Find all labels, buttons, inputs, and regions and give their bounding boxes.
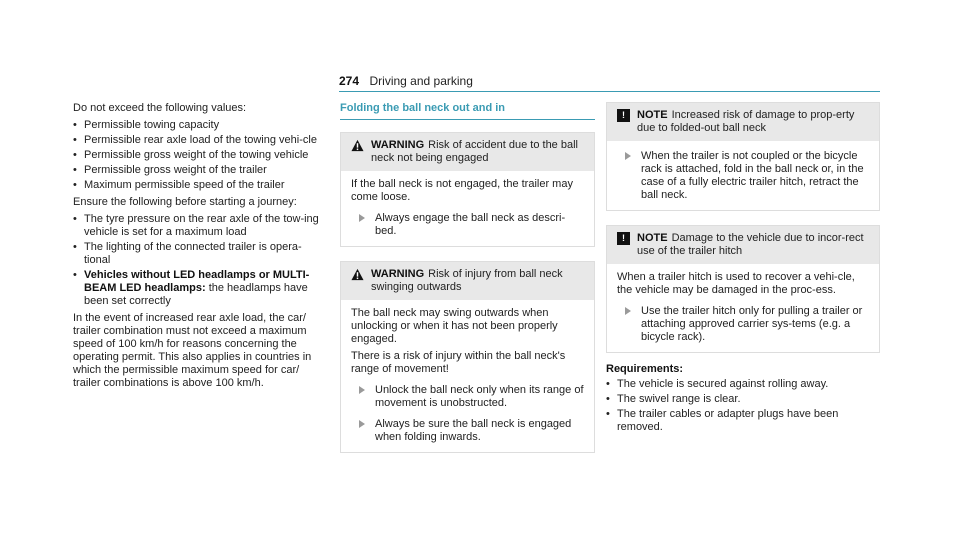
list-item: • The tyre pressure on the rear axle of the tow-ing vehicle is set for a maximum load [73, 213, 319, 238]
warning-triangle-icon [351, 139, 364, 152]
bullet-icon: • [73, 241, 77, 253]
limits-list [73, 119, 323, 192]
step-item: Always engage the ball neck as descri-bed. [351, 212, 584, 238]
note-body [607, 264, 879, 352]
note-keyword: NOTE [637, 232, 668, 244]
step-item: Always be sure the ball neck is engaged when folding inwards. [351, 418, 584, 444]
note-box-vehicle [606, 225, 880, 353]
list-item: • Vehicles without LED headlamps or MULTI-BEAM LED headlamps: the headlamps have been set correctly [73, 269, 310, 307]
warning-box-injury [340, 261, 595, 453]
bullet-icon: • [606, 393, 610, 405]
note-heading: Damage to the vehicle due to incor-rect use of the trailer hitch [637, 232, 864, 257]
page-number: 274 [339, 74, 360, 88]
list-item: • Maximum permissible speed of the trailer [73, 179, 285, 191]
step-item: Unlock the ball neck only when its range of movement is unobstructed. [351, 384, 584, 410]
note-body [607, 141, 879, 210]
closing-paragraph: In the event of increased rear axle load, the car/ trailer combination must not exceed a maximum speed of 100 km/h for reasons concerning the operating permit. This also applies in countries in which the permissible maximum speed for car/ trailer combinations is above 100 km/h. [73, 312, 312, 389]
header-rule [339, 91, 880, 92]
list-item: • The swivel range is clear. [606, 393, 741, 405]
bullet-icon: • [606, 408, 610, 420]
limits-intro: Do not exceed the following values: [73, 102, 247, 114]
arrow-right-icon [625, 152, 631, 160]
note-box-property [606, 102, 880, 211]
bullet-icon: • [73, 119, 77, 131]
bullet-icon: • [73, 164, 77, 176]
requirements-list [606, 378, 880, 434]
bullet-icon: • [73, 149, 77, 161]
warning-body [341, 300, 594, 452]
warning-header [341, 133, 594, 171]
arrow-right-icon [359, 386, 365, 394]
note-heading: Increased risk of damage to prop-erty due to folded-out ball neck [637, 109, 855, 134]
ensure-intro: Ensure the following before starting a journey: [73, 196, 297, 208]
step-item: When the trailer is not coupled or the bicycle rack is attached, fold in the ball neck or, in the case of a fully electric trailer hitch, retract the ball neck. [617, 150, 869, 202]
bullet-icon: • [73, 179, 77, 191]
list-item: • The vehicle is secured against rolling away. [606, 378, 829, 390]
warning-heading: Risk of injury from ball neck swinging outwards [371, 268, 563, 293]
bullet-icon: • [73, 134, 77, 146]
warning-triangle-icon [351, 268, 364, 281]
list-item: • Permissible gross weight of the trailer [73, 164, 267, 176]
checks-list [73, 213, 323, 308]
bullet-icon: • [73, 269, 77, 281]
warning-text: The ball neck may swing outwards when unlocking or when it has not been properly engaged. [351, 307, 558, 345]
warning-text: If the ball neck is not engaged, the trailer may come loose. [351, 178, 573, 203]
note-exclamation-icon: ! [617, 232, 630, 245]
warning-header [341, 262, 594, 300]
bullet-icon: • [73, 213, 77, 225]
warning-keyword: WARNING [371, 268, 425, 280]
list-item: • Permissible gross weight of the towing vehicle [73, 149, 309, 161]
bullet-icon: • [606, 378, 610, 390]
note-header [607, 226, 879, 264]
warning-box-accident [340, 132, 595, 247]
list-item: • Permissible towing capacity [73, 119, 220, 131]
note-text: When a trailer hitch is used to recover a vehi-cle, the vehicle may be damaged in the proc-ess. [617, 271, 855, 296]
section-title: Folding the ball neck out and in [340, 102, 595, 120]
note-keyword: NOTE [637, 109, 668, 121]
warning-heading: Risk of accident due to the ball neck not being engaged [371, 139, 578, 164]
list-item: • Permissible rear axle load of the towing vehi-cle [73, 134, 317, 146]
column-right [606, 102, 880, 438]
warning-body [341, 171, 594, 246]
list-item: • The trailer cables or adapter plugs have been removed. [606, 408, 839, 433]
list-item: • The lighting of the connected trailer is opera-tional [73, 241, 302, 266]
arrow-right-icon [359, 420, 365, 428]
note-exclamation-icon: ! [617, 109, 630, 122]
requirements-title: Requirements: [606, 363, 684, 375]
step-item: Use the trailer hitch only for pulling a trailer or attaching approved carrier sys-tems (e.g. a bicycle rack). [617, 305, 869, 344]
note-header [607, 103, 879, 141]
warning-text: There is a risk of injury within the ball neck's range of movement! [351, 350, 566, 375]
arrow-right-icon [359, 214, 365, 222]
headlamps-condition: Vehicles without LED headlamps or MULTI-BEAM LED headlamps: [84, 269, 310, 294]
column-middle [340, 102, 595, 463]
arrow-right-icon [625, 307, 631, 315]
page-title: Driving and parking [369, 74, 473, 88]
column-left [73, 102, 323, 394]
page-header [339, 72, 880, 92]
warning-keyword: WARNING [371, 139, 425, 151]
